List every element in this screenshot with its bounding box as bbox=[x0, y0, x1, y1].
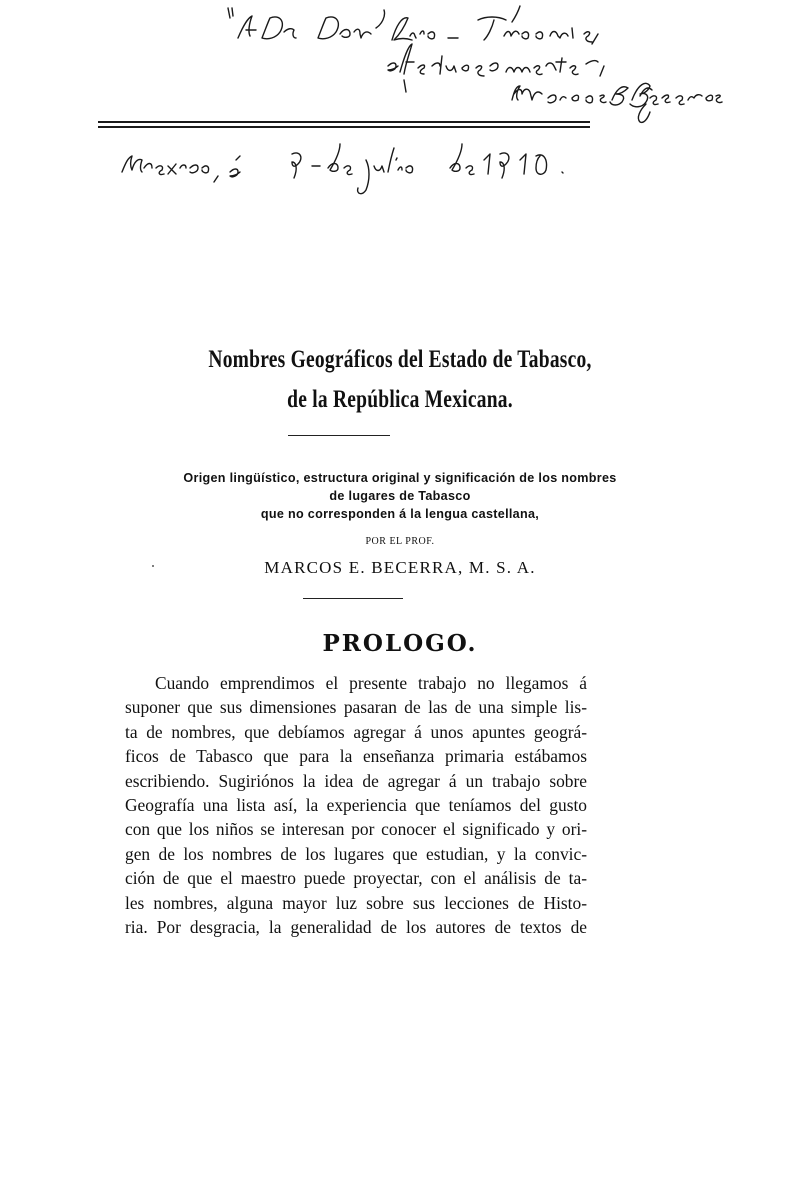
body-line: Cuando emprendimos el presente trabajo no llegamos á bbox=[155, 673, 587, 693]
body-line: ria. Por desgracia, la generalidad de los autores de textos de bbox=[125, 916, 587, 937]
signature bbox=[512, 83, 722, 122]
body-line: ción de que el maestro puede proyectar, con el análisis de ta- bbox=[125, 868, 587, 889]
double-rule-bottom bbox=[98, 126, 590, 128]
title-divider bbox=[288, 435, 390, 436]
place-date-line bbox=[122, 144, 563, 194]
dedication-line-1 bbox=[228, 6, 598, 44]
body-line: les nombres, alguna mayor luz sobre sus lecciones de Histo- bbox=[125, 892, 587, 913]
body-line: gen de los nombres de los lugares que estudian, y la convic- bbox=[125, 843, 587, 864]
body-line: ficos de Tabasco que para la enseñanza primaria estábamos bbox=[125, 746, 587, 767]
document-title-line-1: Nombres Geográficos del Estado de Tabasco, bbox=[208, 346, 592, 373]
body-line: escribiendo. Sugiriónos la idea de agregar á un trabajo sobre bbox=[125, 770, 587, 791]
dedication-line-2 bbox=[388, 44, 604, 92]
body-line: suponer que sus dimensiones pasaran de las de una simple lis- bbox=[125, 697, 587, 718]
author-name: MARCOS E. BECERRA, M. S. A. bbox=[264, 558, 536, 577]
double-rule-top bbox=[98, 121, 590, 123]
body-line: con que los niños se interesan por conocer el significado y ori- bbox=[125, 819, 587, 840]
handwritten-inscription bbox=[0, 0, 800, 200]
body-line: Geografía una lista así, la experiencia que teníamos del gusto bbox=[125, 794, 587, 815]
author-divider bbox=[303, 598, 403, 599]
section-heading: PROLOGO. bbox=[322, 630, 478, 657]
subtitle-line-3: que no corresponden á la lengua castellana, bbox=[260, 507, 540, 521]
subtitle-line-2: de lugares de Tabasco bbox=[329, 489, 471, 503]
prologue-text bbox=[125, 671, 587, 939]
byline: POR EL PROF. bbox=[365, 536, 435, 547]
body-line: ta de nombres, que debíamos agregar á unos apuntes geográ- bbox=[125, 721, 587, 742]
document-title-line-2: de la República Mexicana. bbox=[287, 386, 513, 413]
subtitle-line-1: Origen lingüístico, estructura original y significación de los nombres bbox=[183, 471, 617, 485]
